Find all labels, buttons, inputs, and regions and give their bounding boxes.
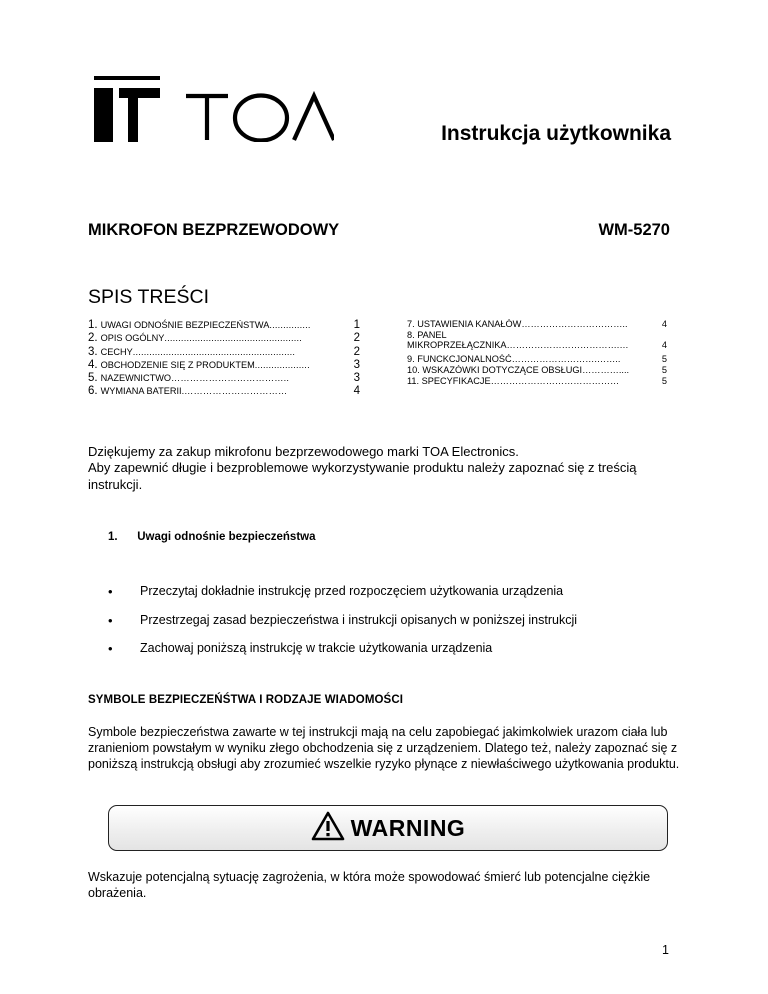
page-number: 1 bbox=[662, 943, 669, 957]
intro-paragraph bbox=[88, 444, 688, 493]
toc-item-leader: ............... bbox=[269, 320, 311, 330]
toc-item[interactable] bbox=[88, 319, 360, 332]
toc-item[interactable] bbox=[88, 359, 360, 372]
toc-item-label-cont: MIKROPRZEŁĄCZNIKA bbox=[407, 340, 507, 351]
toc-item-label: OPIS OGÓLNY bbox=[100, 333, 165, 344]
toc-heading: SPIS TREŚCI bbox=[88, 286, 210, 308]
toc-item-label: 7. USTAWIENIA KANAŁÓW bbox=[407, 319, 522, 329]
toc-item-label: OBCHODZENIE SIĘ Z PRODUKTEM bbox=[100, 359, 255, 370]
toc-item-label: 8. PANEL bbox=[407, 329, 447, 340]
toc-item-page: 5 bbox=[661, 354, 667, 365]
toc-item-page: 3 bbox=[353, 358, 360, 371]
toc-item-leader: ……………………………….… bbox=[506, 340, 629, 351]
toc-item-label: NAZEWNICTWO bbox=[100, 373, 172, 384]
toc-item-label: 10. WSKAZÓWKI DOTYCZĄCE OBSŁUGI bbox=[407, 364, 583, 375]
toc-item-label: CECHY bbox=[100, 346, 133, 357]
toc-item-page: 5 bbox=[661, 375, 667, 386]
toc-item-leader: ………….... bbox=[582, 364, 630, 375]
toc-item-page: 3 bbox=[353, 372, 360, 385]
bullet-icon: • bbox=[108, 613, 113, 628]
warning-banner bbox=[108, 805, 668, 851]
bullet-text: Zachowaj poniższą instrukcję w trakcie użytkowania urządzenia bbox=[140, 641, 493, 655]
toc-item-label: 11. SPECYFIKACJE bbox=[407, 375, 491, 386]
toc-item[interactable] bbox=[88, 385, 360, 398]
toc-item[interactable] bbox=[407, 365, 667, 376]
toa-logo bbox=[94, 76, 334, 142]
toc-item-label: WYMIANA BATERII. bbox=[100, 386, 185, 397]
toc-item-leader: …………………………………… bbox=[490, 375, 620, 386]
intro-line: Dziękujemy za zakup mikrofonu bezprzewodowego marki TOA Electronics. bbox=[88, 444, 519, 459]
bullet-item bbox=[108, 584, 563, 599]
toc-item-leader: .................... bbox=[254, 359, 310, 370]
warning-description: Wskazuje potencjalną sytuację zagrożenia, w która może spowodować śmierć lub potencjalne ciężkie obrażenia. bbox=[88, 870, 651, 901]
section-title: Uwagi odnośnie bezpieczeństwa bbox=[137, 531, 316, 543]
bullet-item bbox=[108, 613, 577, 628]
toc-item-leader: ……………………………….. bbox=[171, 373, 290, 384]
warning-triangle-icon bbox=[311, 811, 345, 846]
document-title: Instrukcja użytkownika bbox=[441, 122, 671, 145]
symbols-heading: SYMBOLE BEZPIECZEŃŚTWA I RODZAJE WIADOMOŚCI bbox=[88, 694, 404, 706]
toc-item[interactable] bbox=[88, 332, 360, 345]
section-number: 1. bbox=[108, 531, 118, 543]
toc-item-page: 5 bbox=[661, 364, 667, 375]
bullet-icon: • bbox=[108, 584, 113, 599]
toc-item-number: 4. bbox=[88, 358, 98, 371]
toc-item-label: UWAGI ODNOŚNIE BEZPIECZEŃSTWA bbox=[100, 320, 270, 330]
symbols-paragraph: Symbole bezpieczeństwa zawarte w tej instrukcji mają na celu zapobiegać jakimkolwiek urazom ciała lub zranieniom powstałym w wyniku złego obchodzenia się z urządzeniem. Dlatego też, należy zapoznać się z poniższą instrukcją obsługi aby zrozumieć wszelkie ryzyko płynące z niewłaściwego użytkowania produktu. bbox=[88, 725, 680, 772]
toc-item-leader: .................................................. bbox=[164, 333, 303, 344]
bullet-text: Przestrzegaj zasad bezpieczeństwa i instrukcji opisanych w poniższej instrukcji bbox=[140, 613, 577, 627]
toc-item[interactable] bbox=[88, 346, 360, 359]
toc-right-column bbox=[407, 319, 667, 386]
toc-item[interactable] bbox=[407, 354, 667, 365]
toc-item-number: 6. bbox=[88, 385, 98, 398]
product-name: MIKROFON BEZPRZEWODOWY bbox=[88, 221, 340, 239]
toc-item[interactable] bbox=[88, 372, 360, 385]
toc-item-number: 1. bbox=[88, 319, 98, 331]
toc-item-page: 4 bbox=[661, 319, 667, 329]
toc-item-label: 9. FUNCKCJONALNOŚĆ bbox=[407, 354, 512, 365]
toc-item-page: 1 bbox=[353, 319, 360, 331]
toc-item-leader: ……………………….…….. bbox=[511, 354, 621, 365]
bullet-icon: • bbox=[108, 641, 113, 656]
intro-line: Aby zapewnić długie i bezproblemowe wykorzystywanie produktu należy zapoznać się z treścią instrukcji. bbox=[88, 460, 637, 492]
bullet-item bbox=[108, 641, 492, 656]
warning-label: WARNING bbox=[350, 814, 466, 841]
toc-item-leader: …………………………….. bbox=[521, 319, 628, 329]
product-model: WM-5270 bbox=[598, 221, 670, 239]
toc-left-column bbox=[88, 319, 360, 399]
toc-item[interactable] bbox=[407, 376, 667, 387]
bullet-text: Przeczytaj dokładnie instrukcję przed rozpoczęciem użytkowania urządzenia bbox=[140, 584, 564, 598]
toc-item-number: 5. bbox=[88, 372, 98, 385]
toc-item-page: 2 bbox=[353, 345, 360, 358]
toc-item-page: 4 bbox=[661, 340, 667, 351]
toc-item-page: 2 bbox=[353, 332, 360, 345]
section-heading bbox=[108, 531, 316, 543]
toc-item[interactable] bbox=[407, 319, 667, 330]
toc-item-page: 4 bbox=[353, 385, 360, 398]
toc-item-number: 3. bbox=[88, 345, 98, 358]
toc-item[interactable] bbox=[407, 330, 667, 351]
toc-item-leader: ........................................................... bbox=[132, 346, 296, 357]
toc-item-leader: …………………………… bbox=[184, 386, 288, 397]
toc-item-number: 2. bbox=[88, 332, 98, 345]
